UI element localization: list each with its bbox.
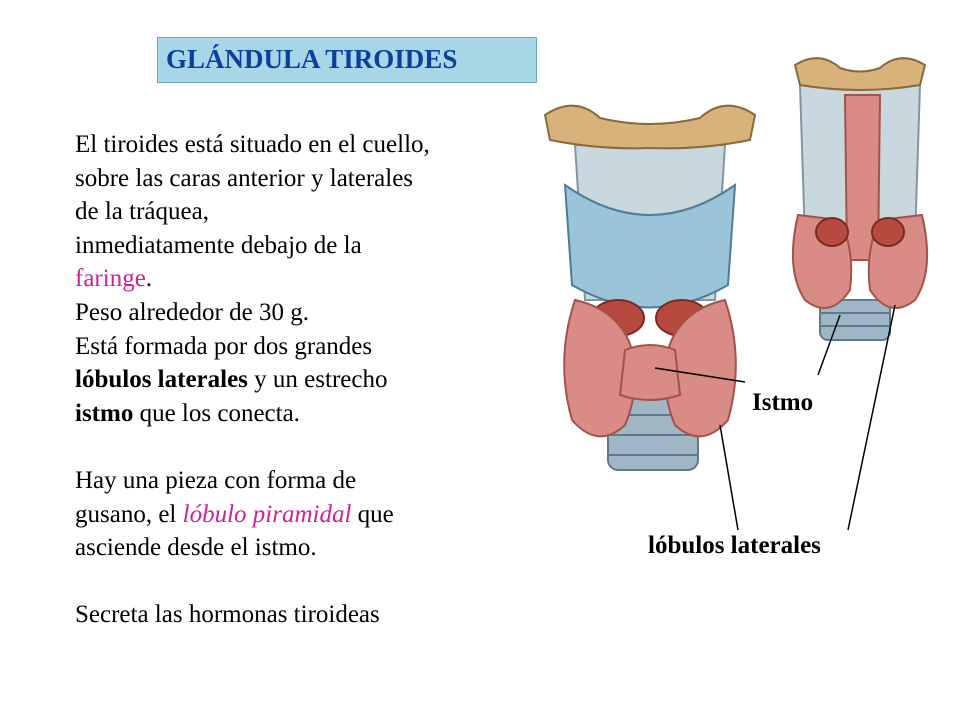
text-line: Secreta las hormonas tiroideas — [75, 601, 380, 629]
lobulos-laterales-label: lóbulos laterales — [648, 532, 821, 559]
text-line: Peso alrededor de 30 g. — [75, 298, 309, 326]
istmo-label: Istmo — [752, 389, 814, 416]
lobulos-leader-line — [720, 425, 738, 530]
text-fragment: y un estrecho — [247, 366, 388, 394]
thyroid-front-view — [545, 106, 755, 470]
thyroid-back-view — [793, 58, 927, 340]
istmo-term: istmo — [75, 399, 134, 427]
text-fragment: gusano, el — [75, 500, 183, 528]
page-title: GLÁNDULA TIROIDES — [166, 44, 458, 74]
text-fragment: . — [145, 265, 153, 293]
text-line: de la tráquea, — [75, 198, 209, 226]
text-line: Está formada por dos grandes — [75, 332, 373, 360]
text-line: inmediatamente debajo de la — [75, 231, 362, 259]
lobulo-piramidal-term: lóbulo piramidal — [182, 500, 352, 528]
text-line: sobre las caras anterior y laterales — [75, 164, 414, 192]
lobulos-term: lóbulos laterales — [75, 366, 248, 394]
faringe-term: faringe — [75, 265, 146, 293]
text-line: Hay una pieza con forma de — [75, 466, 357, 494]
text-line: El tiroides está situado en el cuello, — [75, 131, 430, 158]
text-fragment: que — [351, 500, 394, 528]
text-line: asciende desde el istmo. — [75, 534, 317, 562]
text-fragment: que los conecta. — [133, 399, 300, 427]
